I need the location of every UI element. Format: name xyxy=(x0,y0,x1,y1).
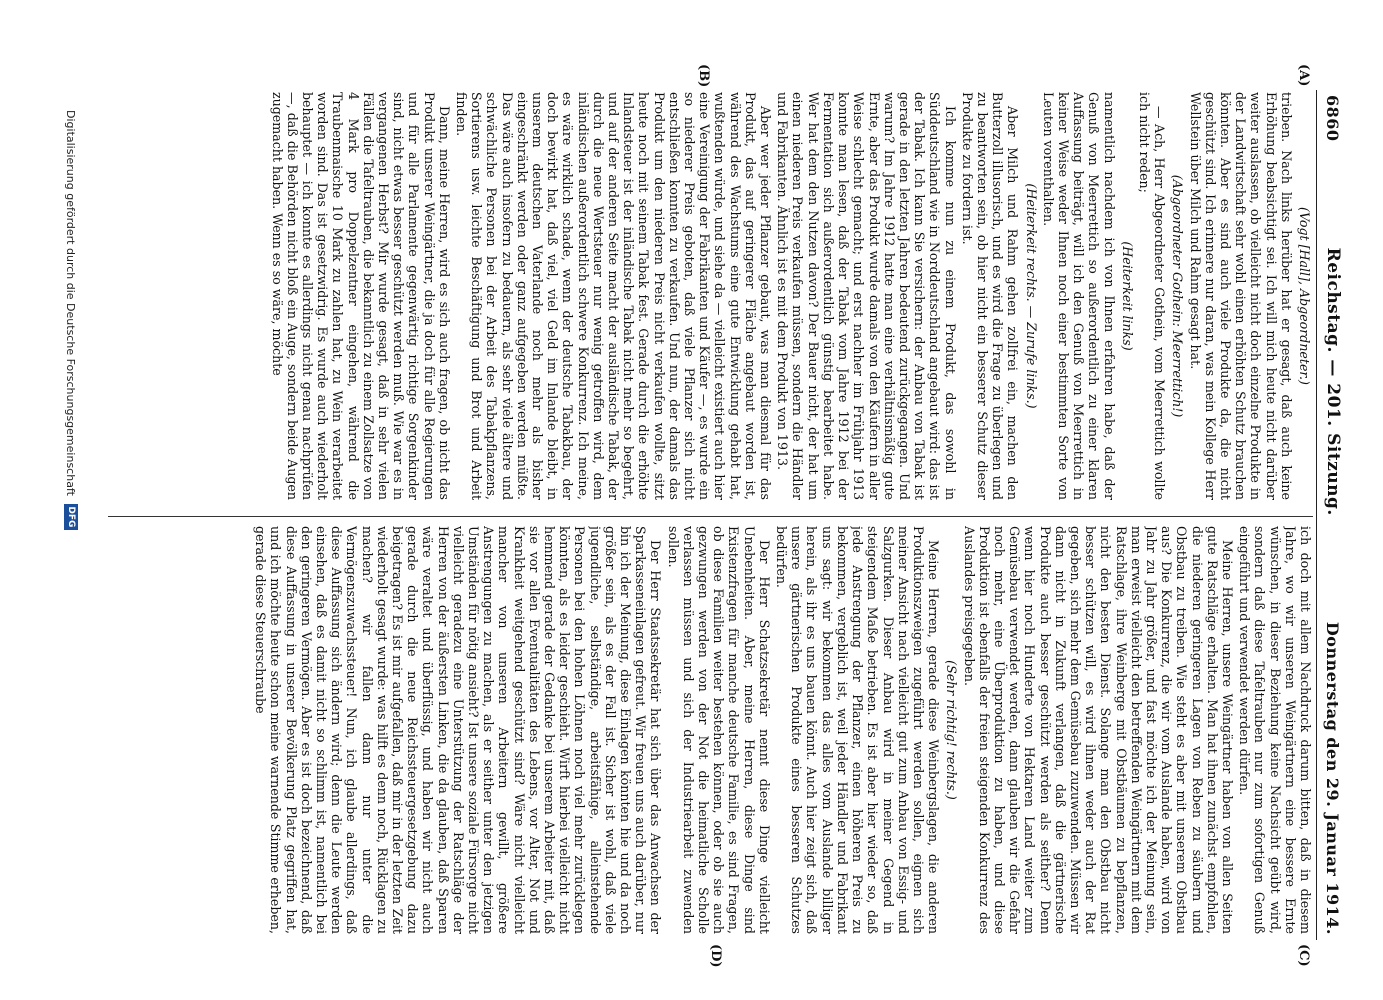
paragraph: Dann, meine Herren, wird es sich auch fragen, ob nicht das Produkt unserer Weingärtner, die ja doch für alle Regierungen und für alle Parlamente gegenwärtig richtige Sorgenkinder sind, nicht etwas besser geschützt werden muß. Wie war es in vergangenen Herbst? Mir wurde gesagt, daß in sehr vielen Fällen die Tafeltrauben, die bekanntlich zu einem Zollsatze von 4 Mark pro Doppelzentner eingehen, während die Traubenmaische 10 Mark zu zahlen hat, zu Wein verarbeitet worden sind. Das ist gesetzwidrig. Es wurde auch wiederholt behauptet — ich konnte es allerdings nicht genau nachprüfen —, daß die Behörden nicht bloß ein Auge, sondern beide Augen zugemacht haben. Wenn es so wäre, möchte xyxy=(269,92,452,500)
page-header xyxy=(1321,95,1345,935)
interjection: (Heiterkeit links) xyxy=(1119,241,1135,351)
paragraph: Meine Herren, unsere Weingärtner haben von allen Seiten gute Ratschläge erhalten. Man hat ihnen zunächst empfohlen, die niederen geringeren Lagen von Reben zu säubern und Obstbau zu treiben. Wie steht es aber mit unserem Obstbau aus? Die Konkurrenz, die wir vom Auslande haben, wird von Jahr zu Jahr größer, und fast möchte ich der Meinung sein, man erweist vielleicht den betreffenden Weingärtnern mit dem Ratschlage, ihre Weinberge mit Obstbäumen zu bepflanzen, nicht den besten Dienst. Solange man den Obstbau nicht besser schützen will, es wird ihnen weder auch der Rat gegeben, sich mehr dem Gemüsebau zuzuwenden. Müssen wir dann nicht in Zukunft verlangen, daß die gärtnerische Produkte auch besser geschützt werden als seither? Denn wenn hier noch Hunderte von Hektaren Land weiter zum Gemüsebau verwendet werden, dann glauben wir die Gefahr noch mehr, eine Überproduktion zu haben, und diese Produktion ist ebenfalls der freien steigenden Konkurrenz des Auslandes preisgegeben. xyxy=(961,526,1235,934)
interjection: (Abgeordneter Gothein: Meerrettich!) xyxy=(1170,174,1186,418)
paragraph: Aber Milch und Rahm gehen zollfrei ein, machen den Butterzoll illusorisch, und es wird die Frage zu überlegen und zu beantworten sein, ob hier nicht ein besserer Schutz dieser Produkte zu fordern ist. xyxy=(959,92,1021,500)
margin-mark-c: (C) xyxy=(1296,944,1311,967)
header-rule xyxy=(1316,90,1317,940)
session-date: Donnerstag den 29. Januar 1914. xyxy=(1323,621,1343,935)
page-number: 6860 xyxy=(1323,95,1343,142)
paragraph: Meine Herren, gerade diese Weinbergslagen, die anderen Produktionszweigen zugeführt werden sollen, eignen sich meiner Ansicht nach vielleicht gut zum Anbau von Essig- und Salzgurken. Dieser Anbau wird in meiner Gegend in steigendem Maße betrieben. Es ist aber hier wieder so, daß jede Anstrengung der Pflanzer, einen höheren Preis zu bekommen, vergeblich ist, weil jeder Händler und Fabrikant uns sagt: wir bekommen das alles vom Auslande billiger herein, als ihr es uns bauen könnt. Auch hier zeigt sich, daß unsere gärtnerischen Produkte eines besseren Schutzes bedürfen. xyxy=(774,526,942,934)
page-title: Reichstag. — 201. Sitzung. xyxy=(1323,247,1343,516)
paragraph: namentlich nachdem ich von Ihnen erfahren habe, daß der Genuß von Meerrettich so außerordentlich zu einer klaren Auffassung beiträgt, will ich den Genuß von Meerrettich in keiner Weise weder Ihnen noch einer bestimmten Sorte von Leuten vorenthalten. xyxy=(1040,92,1117,500)
paragraph: Der Herr Staatssekretär hat sich über das Anwachsen der Sparkasseneinlagen gefreut. Wir freuen uns auch darüber, nur bin ich der Meinung, diese Einlagen könnten hie und da noch größer sein, als es der Fall ist. Sicher ist wohl, daß viele jugendliche, selbständige, arbeitsfähige, alleinstehende Personen bei den hohen Löhnen noch viel mehr zurücklegen könnten, als es leider geschieht. Wirft hierbei vielleicht nicht hemmend gerade der Gedanke bei unserem Arbeiter mit, daß sie vor allen Eventualitäten des Lebens, vor Alter, Not und Krankheit weitgehend geschützt sind? Wäre nicht vielleicht mancher von unseren Arbeitern gewillt, größere Anstrengungen zu machen, als er seither unter den jetzigen Umständen für nötig ansieht? Ist unsere soziale Fürsorge nicht vielleicht geradezu eine Unterstützung der Ratschläge der Herren von der äußersten Linken, die da glauben, daß Sparen wäre veraltet und überflüssig, und haben wir nicht auch gerade durch die neue Reichssteuergesetzgebung dazu beigetragen? Es ist mir aufgefallen, daß mir in der letzten Zeit wiederholt gesagt wurde: was hilft es denn noch, Rücklagen zu machen? wir fallen dann nur unter die Vermögenszuwachssteuer! Nun, ich glaube allerdings, daß diese Auffassung sich ändern wird; denn die Leute werden einsehen, daß es damit nicht so schlimm ist, namentlich bei den geringeren Vermögen. Aber es ist doch bezeichnend, daß diese Auffassung in unserer Bevölkerung Platz gegriffen hat, und ich möchte heute schon meine warnende Stimme erheben, gerade diese Steuerschraube xyxy=(253,526,664,934)
paragraph: ich doch mit allem Nachdruck darum bitten, daß in diesem Jahre, wo wir unseren Weingärtnern eine bessere Ernte wünschen, in dieser Beziehung keine Nachsicht geübt wird, sondern daß diese Tafeltrauben nur zum sofortigen Genuß eingeführt und verwendet werden dürfen. xyxy=(1237,526,1313,934)
dfg-logo-icon: DFG xyxy=(64,504,78,530)
margin-mark-b: (B) xyxy=(696,64,711,88)
right-column xyxy=(108,526,1313,934)
digitization-footer xyxy=(64,110,78,930)
paragraph: — Ach, Herr Abgeordneter Gothein, vom Meerrettich wollte ich nicht reden; xyxy=(1136,92,1168,500)
paragraph: Der Herr Schatzsekretär nennt diese Dinge vielleicht Unebenheiten. Aber, meine Herren, diese Dinge sind Existenzfragen für manche deutsche Familie, es sind Fragen, ob diese Familien weiter bestehen können, oder ob sie auch gezwungen werden von der Not die heimatliche Scholle verlassen müssen und sich der Industriearbeit zuwenden sollen. xyxy=(665,526,772,934)
left-column xyxy=(108,92,1313,500)
funding-note: Digitalisierung gefördert durch die Deutsche Forschungsgemeinschaft xyxy=(64,110,78,496)
paragraph: Ich komme nun zu einem Produkt, das sowohl in Süddeutschland wie in Norddeutschland angebaut wird: das ist der Tabak. Ich kann Sie versichern: der Anbau von Tabak ist gerade in den letzten Jahren bedeutend zurückgegangen. Und warum? Im Jahre 1912 hatte man eine verhältnismäßig gute Ernte, aber das Produkt wurde damals von den Käufern in aller Weise schlecht gemacht; und erst nachher im Frühjahr 1913 konnte man lesen, daß der Tabak vom Jahre 1912 bei der Fermentation sich außerordentlich günstig bearbeitet habe. Wer hat dem den Nutzen davon? Der Bauer nicht, der hat um einen niederen Preis verkaufen müssen, sondern die Händler und Fabrikanten. Ähnlich ist es mit dem Produkt von 1913. xyxy=(775,92,958,500)
interjection: (Sehr richtig! rechts.) xyxy=(944,660,960,800)
margin-mark-a: (A) xyxy=(1296,64,1311,87)
column-divider xyxy=(108,516,1313,517)
paragraph: Aber wer jeder Pflanzer gebaut, was man diesmal für das Produkt, das auf geringerer Fläche angebaut worden ist, während des Wachstums eine gute Entwicklung gehabt hat, wußtenden würde, und siehe da — vielleicht existiert auch hier eine Vereinigung der Fabrikanten und Käufer —, es wurde ein so niederer Preis geboten, daß viele Pflanzer sich nicht entschließen konnten zu verkaufen. Und nun, der damals das Produkt um den niederen Preis nicht verkaufen wollte, sitzt heute noch mit seinem Tabak fest. Gerade durch die erhöhte Inlandsteuer ist der inländische Tabak nicht mehr so begehrt, und auf der anderen Seite macht der ausländische Tabak, der durch die neue Wertsteuer nur wenig getroffen wird, dem inländischen außerordentlich schwere Konkurrenz. Ich meine, es wäre wirklich schade, wenn der deutsche Tabakbau, der doch bewirkt hat, daß viel, viel Geld im Inlande bleibt, in unserem deutschen Vaterlande noch mehr als bisher eingeschränkt werden oder ganz aufgegeben werden müßte. Das wäre auch insofern zu bedauern, als sehr viele ältere und schwächliche Personen bei der Arbeit des Tabakpflanzens, Sortierens usw. leichte Beschäftigung und Brot und Arbeit finden. xyxy=(454,92,774,500)
speaker-line: (Vogt [Hall], Abgeordneter.) xyxy=(1297,207,1312,385)
interjection: (Heiterkeit rechts. — Zurufe links.) xyxy=(1023,183,1039,409)
margin-mark-d: (D) xyxy=(708,944,723,968)
paragraph: trieben. Nach links herüber hat er gesagt, daß auch keine Erhöhung beabsichtigt sei. Ich will mich heute nicht darüber weiter auslassen, ob vielleicht nicht doch einzelne Produkte in der Landwirtschaft sehr wohl einen erhöhten Schutz brauchen könnten. Aber es sind auch viele Produkte da, die nicht geschützt sind. Ich erinnere nur daran, was mein Kollege Herr Wellstein über Milch und Rahm gesagt hat. xyxy=(1187,92,1294,500)
